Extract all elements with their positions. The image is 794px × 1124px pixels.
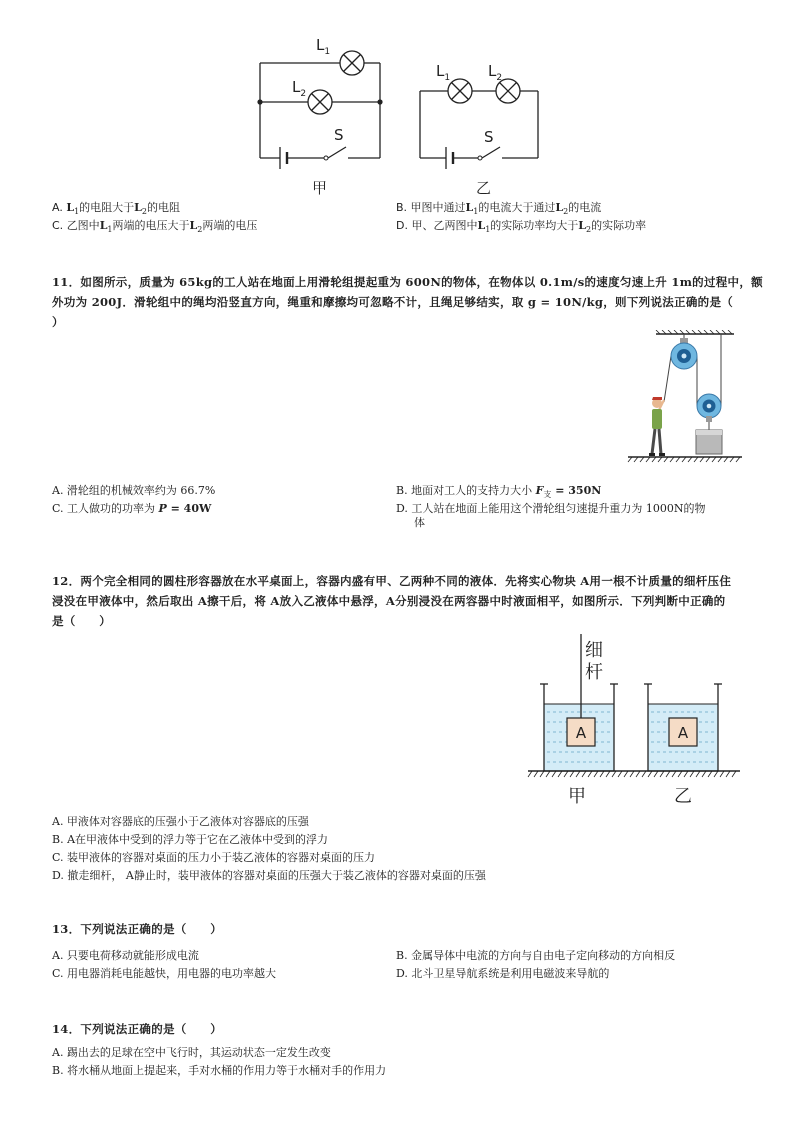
q10-option-a[interactable]: A. $L_1$的电阻大于$L_2$的电阻: [52, 201, 180, 217]
caption-jia: 甲: [312, 179, 328, 197]
block-a-yi-label: A: [677, 724, 689, 742]
label-s-jia: S: [334, 126, 344, 144]
q13-option-d[interactable]: D. 北斗卫星导航系统是利用电磁波来导航的: [396, 967, 610, 980]
q11-stem-line-3: ）: [52, 315, 64, 329]
q12-stem: [52, 571, 742, 631]
lamp-l2-jia-icon: [308, 90, 332, 114]
q12-option-a[interactable]: A. 甲液体对容器底的压强小于乙液体对容器底的压强: [52, 815, 309, 828]
worker-icon: [649, 397, 665, 456]
q14-stem: 14．下列说法正确的是（ ）: [52, 1022, 223, 1036]
q12-option-c[interactable]: C. 装甲液体的容器对桌面的压力小于装乙液体的容器对桌面的压力: [52, 851, 376, 864]
q14-option-a[interactable]: A. 踢出去的足球在空中飞行时，其运动状态一定发生改变: [52, 1046, 331, 1059]
q10-option-b[interactable]: B. 甲图中通过$L_1$的电流大于通过$L_2$的电流: [396, 201, 602, 217]
lamp-l1-yi-icon: [448, 79, 472, 103]
label-s-yi: S: [484, 128, 494, 146]
q11-option-a[interactable]: A. 滑轮组的机械效率约为 66.7%: [52, 484, 216, 497]
fixed-pulley-icon: [671, 338, 697, 369]
label-l2-jia: $L_2$: [292, 78, 307, 99]
q11-option-c[interactable]: C. 工人做功的功率为 P = 40W: [52, 502, 212, 515]
q14-option-b[interactable]: B. 将水桶从地面上提起来，手对水桶的作用力等于水桶对手的作用力: [52, 1064, 387, 1077]
q11-stem: [52, 272, 763, 332]
q12-stem-line-2: 浸没在甲液体中，然后取出 A擦干后，将 A放入乙液体中悬浮，A分别浸没在两容器中时液面相平，如图所示．下列判断中正确的: [52, 594, 726, 608]
q10-option-c[interactable]: C. 乙图中$L_1$两端的电压大于$L_2$两端的电压: [52, 219, 258, 235]
q12-stem-line-3: 是（ ）: [52, 614, 111, 628]
q11-pulley-figure: [626, 330, 744, 475]
q11-stem-line-1: 11．如图所示，质量为 65kg的工人站在地面上用滑轮组提起重为 600N的物体，在物体以 0.1m/s的速度匀速上升 1m的过程中，额: [52, 275, 763, 289]
label-l1-yi: $L_1$: [436, 62, 451, 83]
block-a-jia-label: A: [575, 724, 587, 742]
q10-option-d[interactable]: D. 甲、乙两图中$L_1$的实际功率均大于$L_2$的实际功率: [396, 219, 647, 235]
q13-option-c[interactable]: C. 用电器消耗电能越快，用电器的电功率越大: [52, 967, 277, 980]
movable-pulley-icon: [697, 394, 721, 422]
label-l1-jia: $L_1$: [316, 36, 331, 57]
q10-circuit-figures: [250, 30, 550, 200]
q12-option-b[interactable]: B. A在甲液体中受到的浮力等于它在乙液体中受到的浮力: [52, 833, 329, 846]
caption-jia-q12: 甲: [568, 786, 586, 807]
caption-yi-q12: 乙: [674, 786, 692, 807]
caption-yi: 乙: [476, 179, 492, 197]
q12-containers-figure: [526, 632, 742, 810]
q13-option-a[interactable]: A. 只要电荷移动就能形成电流: [52, 949, 199, 962]
rod-label-top: 细: [585, 640, 603, 661]
rod-label-bottom: 杆: [585, 662, 603, 683]
lamp-l1-jia-icon: [340, 51, 364, 75]
q12-option-d[interactable]: D. 撤走细杆， A静止时，装甲液体的容器对桌面的压强大于装乙液体的容器对桌面的压强: [52, 869, 486, 882]
q12-stem-line-1: 12．两个完全相同的圆柱形容器放在水平桌面上，容器内盛有甲、乙两种不同的液体．先将实心物块 A用一根不计质量的细杆压住: [52, 574, 732, 588]
q13-stem: 13．下列说法正确的是（ ）: [52, 922, 223, 936]
q11-stem-line-2: 外功为 200J．滑轮组中的绳均沿竖直方向，绳重和摩擦均可忽略不计，且绳足够结实，取 g = 10N/kg，则下列说法正确的是（: [52, 295, 734, 309]
q11-option-b[interactable]: B. 地面对工人的支持力大小 $F_支 = 350N$: [396, 484, 602, 500]
q13-option-b[interactable]: B. 金属导体中电流的方向与自由电子定向移动的方向相反: [396, 949, 676, 962]
q11-option-d[interactable]: D. 工人站在地面上能用这个滑轮组匀速提升重力为 1000N的物 体: [396, 502, 706, 529]
label-l2-yi: $L_2$: [488, 62, 503, 83]
